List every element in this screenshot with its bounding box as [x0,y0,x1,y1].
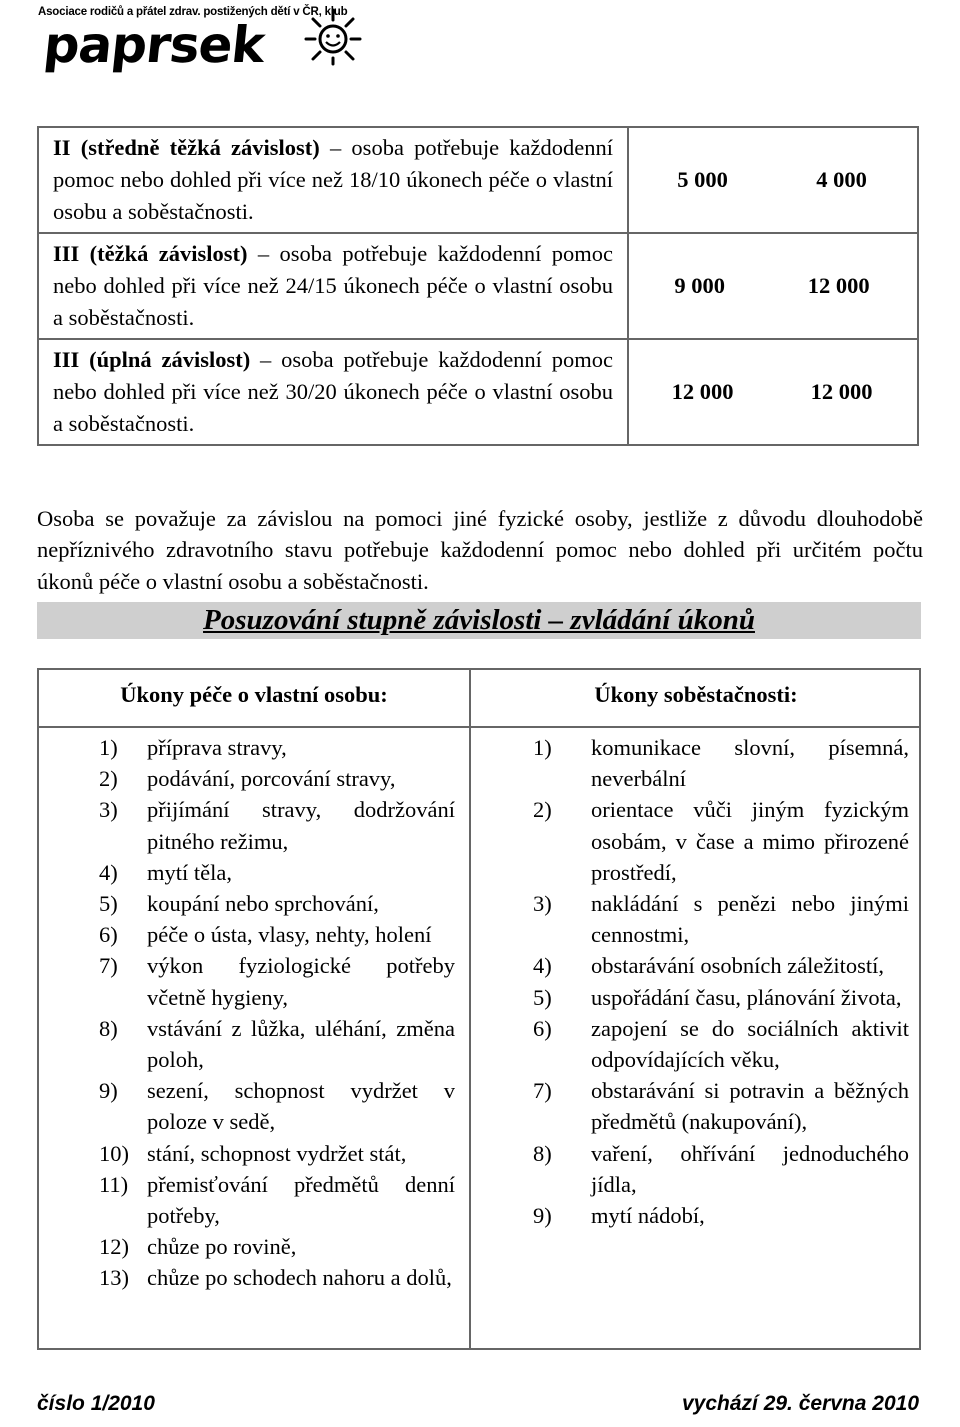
item-number: 5) [99,891,118,917]
item-number: 6) [533,1015,552,1041]
amount-value: 12 000 [810,379,873,404]
publication-date: vychází 29. června 2010 [681,1392,919,1415]
body-paragraph: Osoba se považuje za závislou na pomoci jiné fyzické osoby, jestliže z důvodu dlouhodobě nepříznivého zdravotního stavu potřebuje každodenní pomoc nebo dohled při určitém počtu úkonů péče o vlastní osobu a soběstačnosti. [37,505,923,594]
item-text: přijímání stravy, dodržování pitného režimu, [147,797,455,854]
list-item [99,763,455,794]
item-number: 1) [99,735,118,760]
item-number: 8) [99,1015,118,1041]
list-item [533,732,909,794]
item-text: příprava stravy, [147,735,287,760]
section-title: Posuzování stupně závislosti – zvládání úkonů [203,604,755,636]
item-text: mytí nádobí, [591,1203,705,1229]
section-title-bar [37,602,921,639]
item-text: zapojení se do sociálních aktivit odpovídajících věku, [591,1015,909,1073]
amount-value: 4 000 [816,167,867,192]
item-number: 9) [99,1078,118,1104]
item-number: 6) [99,922,118,948]
item-number: 1) [533,735,552,760]
list-item [99,1262,455,1293]
level-amounts [628,339,918,445]
item-number: 4) [99,859,118,885]
list-item [99,1138,455,1169]
list-item [533,1200,909,1231]
level-name: III (těžká závislost) [53,241,248,266]
item-number: 11) [99,1171,129,1197]
level-detail: – osoba potřebuje každodenní pomoc nebo dohled při více než 24/15 úkonech péče o vlastní osobu a soběstačnosti. [53,241,613,330]
amount-value: 12 000 [671,379,734,404]
list-item [533,1075,909,1137]
self-sufficiency-header: Úkony soběstačnosti: [594,682,798,707]
item-text: koupání nebo sprchování, [147,891,379,917]
item-text: obstarávání osobních záležitostí, [591,953,885,979]
list-item [99,857,455,888]
level-description [38,339,628,445]
list-item [99,1075,455,1137]
list-item [99,919,455,950]
self-sufficiency-list [533,732,909,1231]
level-amounts [628,233,918,339]
item-text: výkon fyziologické potřeby včetně hygieny, [147,953,455,1010]
sun-logo-icon [304,8,362,66]
list-item [99,1013,455,1075]
item-text: chůze po schodech nahoru a dolů, [147,1265,452,1291]
list-item [99,794,455,856]
item-number: 4) [533,953,552,979]
list-item [533,982,909,1013]
header [38,6,368,76]
amount-value: 12 000 [807,273,870,298]
table-row [38,339,918,445]
list-item [99,1231,455,1262]
item-number: 3) [99,797,118,823]
amount-value: 9 000 [674,273,725,298]
item-text: mytí těla, [147,859,232,885]
item-text: péče o ústa, vlasy, nehty, holení [147,922,432,948]
item-number: 8) [533,1140,552,1166]
association-name: Asociace rodičů a přátel zdrav. postižených dětí v ČR, klub [38,6,348,18]
item-number: 7) [533,1078,552,1104]
item-text: vaření, ohřívání jednoduchého jídla, [591,1140,909,1197]
level-description [38,127,628,233]
list-item [99,888,455,919]
item-number: 12) [99,1234,129,1260]
table-row [38,233,918,339]
table-row [38,127,918,233]
self-care-list [99,732,455,1294]
level-name: III (úplná závislost) [53,347,251,372]
amount-value: 5 000 [677,167,728,192]
level-detail: – osoba potřebuje každodenní pomoc nebo dohled při více než 18/10 úkonech péče o vlastní osobu a soběstačnosti. [53,135,613,224]
column-divider [469,670,471,1348]
logo-wordmark: paprsek [40,16,267,74]
item-text: nakládání s penězi nebo jinými cennostmi, [591,891,909,948]
item-number: 3) [533,891,552,917]
header-divider [39,726,919,728]
level-description [38,233,628,339]
list-item [533,950,909,981]
item-text: orientace vůči jiným fyzickým osobám, v čase a mimo přirozené prostředí, [591,797,909,885]
item-number: 13) [99,1265,129,1291]
level-name: II (středně těžká závislost) [53,135,320,160]
item-text: sezení, schopnost vydržet v poloze v sedě, [147,1078,455,1135]
issue-number: číslo 1/2010 [37,1392,155,1415]
list-item [99,732,455,763]
item-text: vstávání z lůžka, uléhání, změna poloh, [147,1015,455,1073]
list-item [533,888,909,950]
item-text: přemisťování předmětů denní potřeby, [147,1171,455,1229]
item-number: 5) [533,984,552,1010]
list-item [533,1013,909,1075]
dependency-levels-table [37,126,919,446]
list-item [99,1169,455,1231]
self-care-header: Úkony péče o vlastní osobu: [120,682,388,707]
item-text: podávání, porcování stravy, [147,766,396,792]
item-number: 9) [533,1203,552,1229]
list-item [99,950,455,1012]
item-text: stání, schopnost vydržet stát, [147,1140,407,1166]
level-amounts [628,127,918,233]
tasks-table [37,668,921,1350]
item-text: komunikace slovní, písemná, neverbální [591,735,909,792]
item-text: uspořádání času, plánování života, [591,984,902,1010]
list-item [533,794,909,888]
item-number: 2) [533,797,552,823]
list-item [533,1138,909,1200]
item-number: 7) [99,953,118,979]
item-number: 2) [99,766,118,792]
item-number: 10) [99,1140,129,1166]
item-text: chůze po rovině, [147,1234,297,1260]
item-text: obstarávání si potravin a běžných předmětů (nakupování), [591,1078,909,1135]
level-detail: – osoba potřebuje každodenní pomoc nebo dohled při více než 30/20 úkonech péče o vlastní osobu a soběstačnosti. [53,347,613,436]
